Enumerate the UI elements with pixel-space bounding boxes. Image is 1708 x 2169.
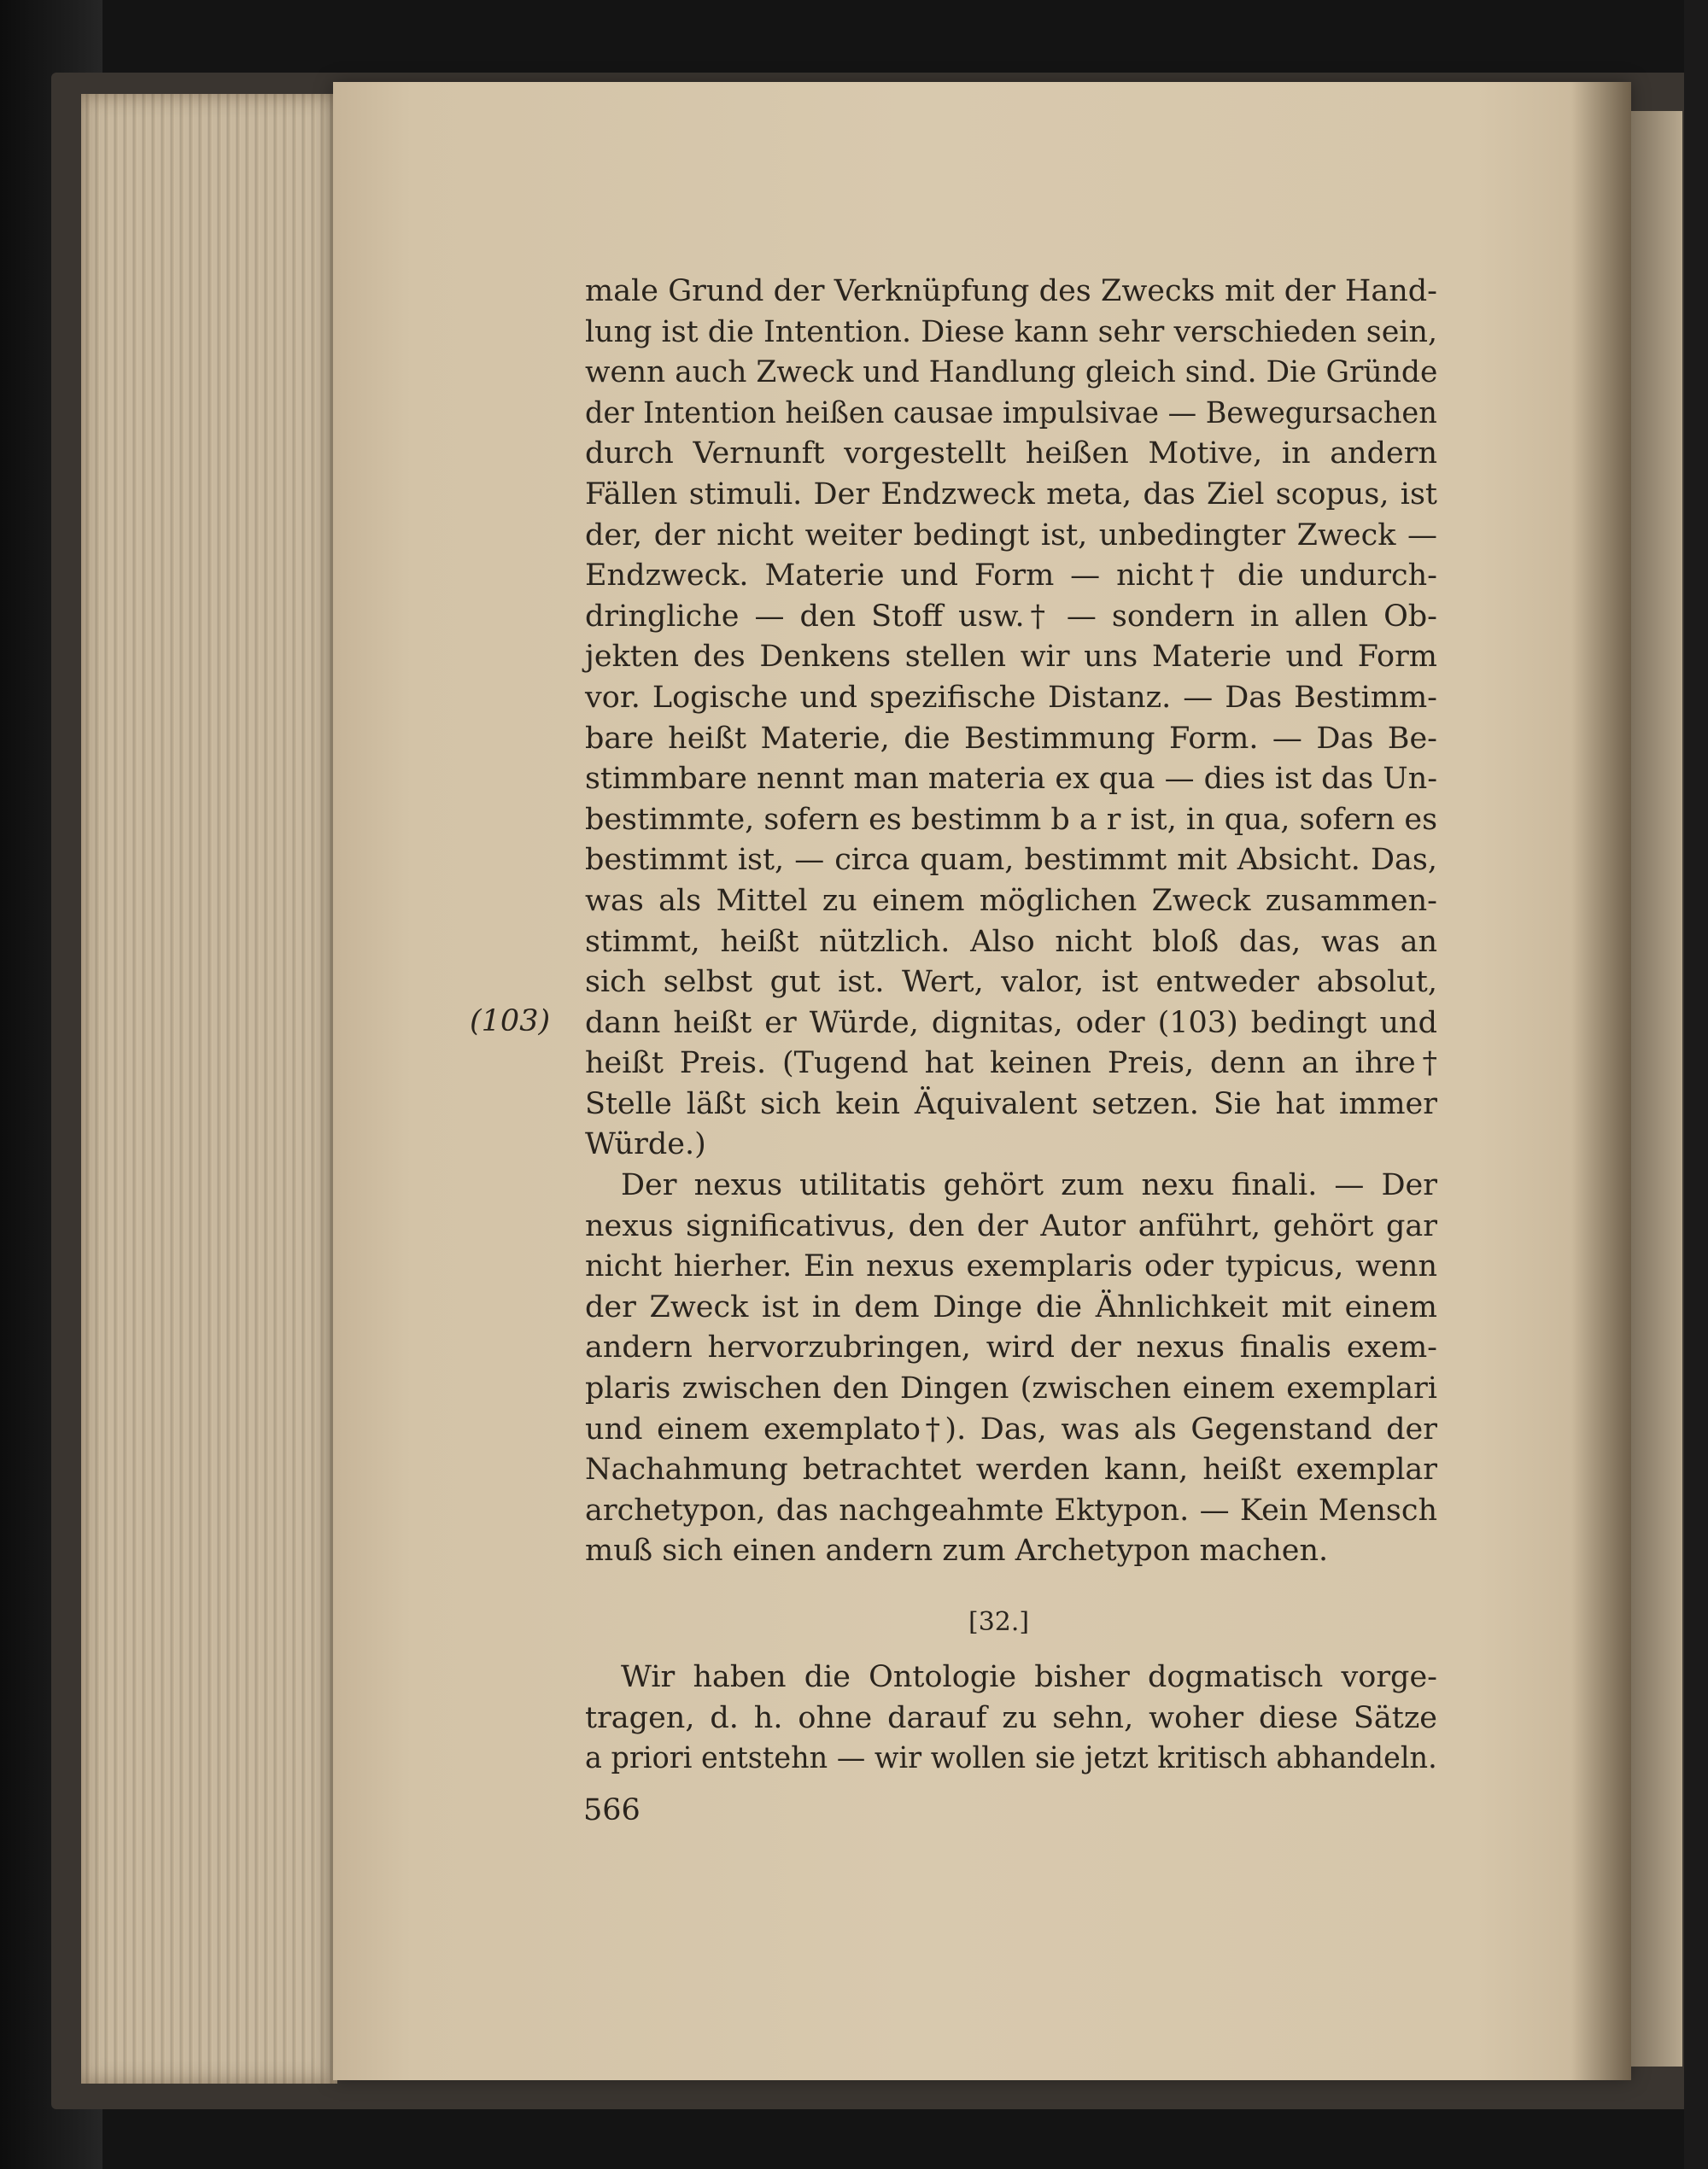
text-line: was als Mittel zu einem möglichen Zweck zusammen- bbox=[585, 883, 1437, 918]
text-line: bare heißt Materie, die Bestimmung Form. — Das Be- bbox=[585, 721, 1437, 756]
spine-shadow bbox=[1571, 82, 1631, 2080]
text-line: der Intention heißen causae impulsivae — Bewegursachen bbox=[585, 395, 1437, 430]
text-line: heißt Preis. (Tugend hat keinen Preis, denn an ihre† bbox=[585, 1046, 1437, 1081]
text-line: vor. Logische und spezifische Distanz. — Das Bestimm- bbox=[585, 680, 1437, 715]
text-line: wenn auch Zweck und Handlung gleich sind. Die Gründe bbox=[585, 355, 1438, 390]
main-text bbox=[585, 272, 1437, 1572]
text-line: durch Vernunft vorgestellt heißen Motive, in andern bbox=[585, 436, 1437, 471]
text-line: muß sich einen andern zum Archetypon machen. bbox=[585, 1534, 1329, 1569]
text-line: dringliche — den Stoff usw.† — sondern in allen Ob- bbox=[585, 599, 1437, 634]
text-line: male Grund der Verknüpfung des Zwecks mit der Hand- bbox=[585, 274, 1437, 308]
text-line: tragen, d. h. ohne darauf zu sehn, woher diese Sätze bbox=[585, 1700, 1437, 1735]
text-line: Der nexus utilitatis gehört zum nexu finali. — Der bbox=[621, 1168, 1437, 1203]
text-line: a priori entstehn — wir wollen sie jetzt kritisch abhandeln. bbox=[585, 1741, 1437, 1776]
text-line: dann heißt er Würde, dignitas, oder (103) bedingt und bbox=[585, 1005, 1437, 1040]
text-line: Nachahmung betrachtet werden kann, heißt exemplar bbox=[585, 1453, 1437, 1488]
facing-page-edge bbox=[1631, 111, 1682, 2067]
background-strip bbox=[1684, 0, 1708, 2169]
text-line: jekten des Denkens stellen wir uns Materie und Form bbox=[585, 640, 1437, 675]
text-line: archetypon, das nachgeahmte Ektypon. — Kein Mensch bbox=[585, 1493, 1437, 1528]
text-line: stimmt, heißt nützlich. Also nicht bloß das, was an bbox=[585, 924, 1437, 959]
text-line: bestimmte, sofern es bestimm b a r ist, in qua, sofern es bbox=[585, 802, 1438, 837]
text-line: sich selbst gut ist. Wert, valor, ist entweder absolut, bbox=[585, 965, 1437, 1000]
section-text bbox=[585, 1657, 1437, 1780]
text-line: andern hervorzubringen, wird der nexus finalis exem- bbox=[585, 1330, 1437, 1365]
section-number: [32.] bbox=[968, 1607, 1030, 1637]
text-line: der Zweck ist in dem Dinge die Ähnlichkeit mit einem bbox=[585, 1289, 1437, 1324]
page-number: 566 bbox=[583, 1793, 640, 1827]
text-line: Wir haben die Ontologie bisher dogmatisch vorge- bbox=[621, 1660, 1437, 1694]
text-line: stimmbare nennt man materia ex qua — dies ist das Un- bbox=[585, 762, 1438, 797]
text-line: lung ist die Intention. Diese kann sehr verschieden sein, bbox=[585, 314, 1438, 349]
text-line: Stelle läßt sich kein Äquivalent setzen. Sie hat immer bbox=[585, 1086, 1437, 1121]
text-line: Fällen stimuli. Der Endzweck meta, das Ziel scopus, ist bbox=[585, 476, 1437, 512]
margin-page-reference: (103) bbox=[470, 1004, 551, 1038]
text-line: Endzweck. Materie und Form — nicht† die undurch- bbox=[585, 558, 1437, 593]
text-line: Würde.) bbox=[585, 1127, 706, 1162]
text-line: der, der nicht weiter bedingt ist, unbedingter Zweck — bbox=[585, 517, 1437, 552]
text-line: nexus significativus, den der Autor anführt, gehört gar bbox=[585, 1208, 1437, 1243]
text-line: plaris zwischen den Dingen (zwischen einem exemplari bbox=[585, 1371, 1437, 1406]
text-line: nicht hierher. Ein nexus exemplaris oder typicus, wenn bbox=[585, 1249, 1437, 1284]
page-edges bbox=[81, 94, 337, 2084]
text-line: und einem exemplato†). Das, was als Gegenstand der bbox=[585, 1412, 1437, 1447]
text-line: bestimmt ist, — circa quam, bestimmt mit Absicht. Das, bbox=[585, 843, 1437, 878]
